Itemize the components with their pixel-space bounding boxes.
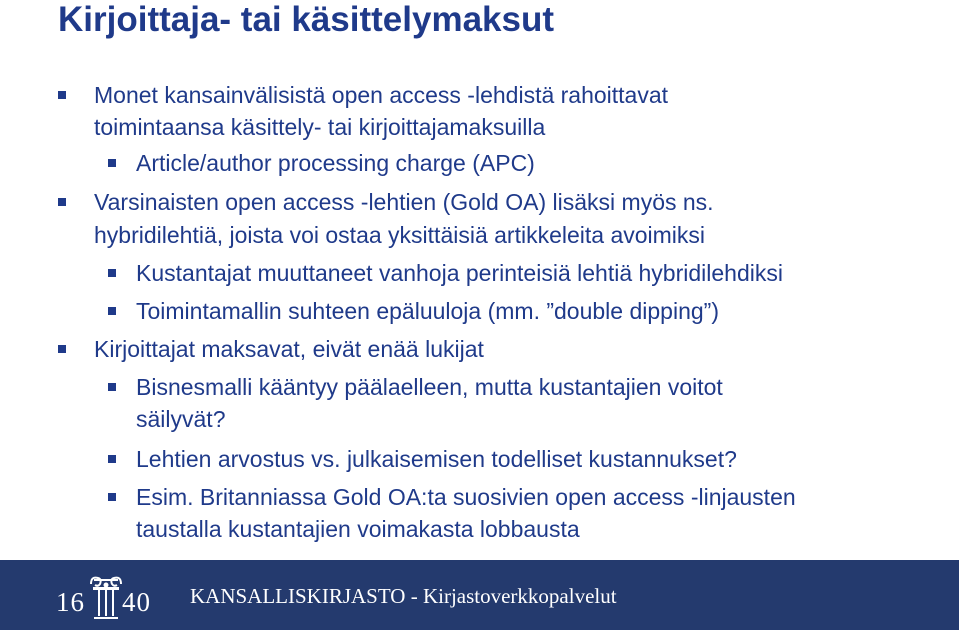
footer-organization: KANSALLISKIRJASTO - Kirjastoverkkopalvelut bbox=[190, 584, 617, 608]
bullet-text: taustalla kustantajien voimakasta lobbausta bbox=[136, 516, 580, 542]
bullet-continuation bbox=[136, 513, 580, 546]
square-bullet-icon bbox=[58, 91, 66, 99]
square-bullet-icon bbox=[108, 455, 116, 463]
logo-year-right: 40 bbox=[122, 587, 151, 617]
slide-title: Kirjoittaja- tai käsittelymaksut bbox=[58, 0, 554, 39]
bullet-text: toimintaansa käsittely- tai kirjoittajamaksuilla bbox=[94, 114, 546, 140]
bullet-text: Kustantajat muuttaneet vanhoja perinteisiä lehtiä hybridilehdiksi bbox=[136, 260, 783, 286]
sub-bullet-item bbox=[136, 371, 723, 404]
logo-year-left: 16 bbox=[56, 587, 85, 617]
sub-bullet-item bbox=[136, 147, 535, 180]
library-logo bbox=[52, 570, 162, 624]
bullet-continuation bbox=[94, 219, 705, 252]
bullet-text: Lehtien arvostus vs. julkaisemisen todelliset kustannukset? bbox=[136, 446, 737, 472]
column-capital-icon bbox=[88, 572, 124, 622]
bullet-text: Bisnesmalli kääntyy päälaelleen, mutta kustantajien voitot bbox=[136, 374, 723, 400]
square-bullet-icon bbox=[58, 345, 66, 353]
square-bullet-icon bbox=[108, 159, 116, 167]
sub-bullet-item bbox=[136, 295, 719, 328]
footer-bar bbox=[0, 560, 959, 630]
bullet-item bbox=[94, 79, 668, 112]
bullet-text: säilyvät? bbox=[136, 406, 226, 432]
square-bullet-icon bbox=[108, 493, 116, 501]
bullet-text: Kirjoittajat maksavat, eivät enää lukijat bbox=[94, 336, 484, 362]
bullet-text: Varsinaisten open access -lehtien (Gold OA) lisäksi myös ns. bbox=[94, 189, 714, 215]
bullet-item bbox=[94, 333, 484, 366]
sub-bullet-item bbox=[136, 481, 796, 514]
square-bullet-icon bbox=[108, 383, 116, 391]
bullet-text: Toimintamallin suhteen epäluuloja (mm. ”double dipping”) bbox=[136, 298, 719, 324]
bullet-text: hybridilehtiä, joista voi ostaa yksittäisiä artikkeleita avoimiksi bbox=[94, 222, 706, 248]
bullet-continuation bbox=[136, 403, 225, 436]
square-bullet-icon bbox=[58, 198, 66, 206]
sub-bullet-item bbox=[136, 257, 783, 290]
bullet-text: Monet kansainvälisistä open access -lehdistä rahoittavat bbox=[94, 82, 669, 108]
square-bullet-icon bbox=[108, 307, 116, 315]
bullet-continuation bbox=[94, 111, 545, 144]
sub-bullet-item bbox=[136, 443, 737, 476]
bullet-text: Esim. Britanniassa Gold OA:ta suosivien open access -linjausten bbox=[136, 484, 796, 510]
bullet-text: Article/author processing charge (APC) bbox=[136, 150, 535, 176]
bullet-item bbox=[94, 186, 714, 219]
square-bullet-icon bbox=[108, 269, 116, 277]
